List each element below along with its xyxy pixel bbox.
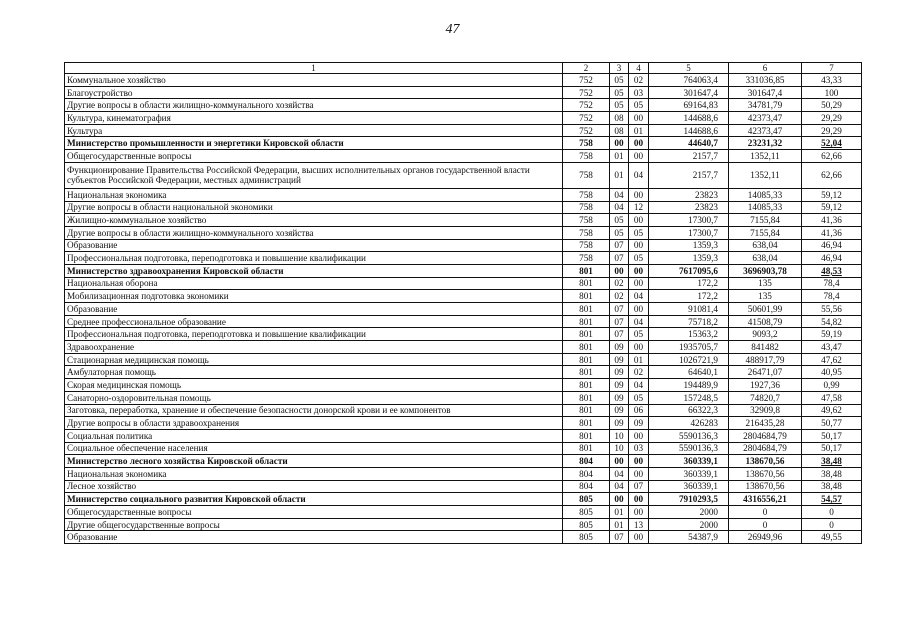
row-name-cell: Другие общегосударственные вопросы — [65, 518, 563, 531]
execution-percent-cell: 100 — [802, 86, 862, 99]
execution-percent-cell: 62,66 — [802, 150, 862, 163]
executed-amount-cell: 216435,28 — [729, 417, 802, 430]
planned-amount-cell: 23823 — [649, 201, 729, 214]
ministry-row — [65, 264, 862, 277]
row-name-cell: Лесное хозяйство — [65, 480, 563, 493]
table-row — [65, 86, 862, 99]
section-code-cell: 09 — [610, 379, 629, 392]
section-code-cell: 09 — [610, 404, 629, 417]
planned-amount-cell: 66322,3 — [649, 404, 729, 417]
execution-percent-cell: 46,94 — [802, 252, 862, 265]
table-row — [65, 518, 862, 531]
row-name-cell: Другие вопросы в области национальной экономики — [65, 201, 563, 214]
department-code-cell: 805 — [563, 506, 610, 519]
subsection-code-cell: 00 — [629, 150, 649, 163]
table-row — [65, 74, 862, 87]
execution-percent-cell: 38,48 — [802, 455, 862, 468]
header-cell: 6 — [729, 63, 802, 74]
planned-amount-cell: 69164,83 — [649, 99, 729, 112]
row-name-cell: Мобилизационная подготовка экономики — [65, 290, 563, 303]
row-name-cell: Социальная политика — [65, 429, 563, 442]
executed-amount-cell: 4316556,21 — [729, 493, 802, 506]
subsection-code-cell: 06 — [629, 404, 649, 417]
row-name-cell: Скорая медицинская помощь — [65, 379, 563, 392]
planned-amount-cell: 2000 — [649, 506, 729, 519]
table-row — [65, 162, 862, 188]
executed-amount-cell: 34781,79 — [729, 99, 802, 112]
row-name-cell: Культура, кинематография — [65, 112, 563, 125]
row-name-cell: Министерство социального развития Кировской области — [65, 493, 563, 506]
department-code-cell: 752 — [563, 112, 610, 125]
subsection-code-cell: 05 — [629, 226, 649, 239]
execution-percent-cell: 47,58 — [802, 391, 862, 404]
row-name-cell: Образование — [65, 531, 563, 544]
row-name-cell: Функционирование Правительства Российской Федерации, высших исполнительных органов государственной власти субъектов Российской Федерации, местных администраций — [65, 162, 563, 188]
planned-amount-cell: 17300,7 — [649, 214, 729, 227]
execution-percent-cell: 55,56 — [802, 303, 862, 316]
planned-amount-cell: 15363,2 — [649, 328, 729, 341]
executed-amount-cell: 0 — [729, 506, 802, 519]
planned-amount-cell: 157248,5 — [649, 391, 729, 404]
subsection-code-cell: 00 — [629, 239, 649, 252]
section-code-cell: 04 — [610, 480, 629, 493]
executed-amount-cell: 23231,32 — [729, 137, 802, 150]
table-row — [65, 467, 862, 480]
section-code-cell: 01 — [610, 150, 629, 163]
execution-percent-cell: 49,55 — [802, 531, 862, 544]
planned-amount-cell: 1026721,9 — [649, 353, 729, 366]
planned-amount-cell: 426283 — [649, 417, 729, 430]
header-cell: 3 — [610, 63, 629, 74]
subsection-code-cell: 00 — [629, 429, 649, 442]
execution-percent-cell: 49,62 — [802, 404, 862, 417]
execution-percent-cell: 59,19 — [802, 328, 862, 341]
executed-amount-cell: 7155,84 — [729, 214, 802, 227]
subsection-code-cell: 07 — [629, 480, 649, 493]
department-code-cell: 758 — [563, 162, 610, 188]
table-row — [65, 391, 862, 404]
subsection-code-cell: 04 — [629, 379, 649, 392]
table-row — [65, 252, 862, 265]
table-row — [65, 226, 862, 239]
table-row — [65, 429, 862, 442]
planned-amount-cell: 5590136,3 — [649, 429, 729, 442]
department-code-cell: 801 — [563, 353, 610, 366]
row-name-cell: Здравоохранение — [65, 341, 563, 354]
header-cell: 4 — [629, 63, 649, 74]
header-cell: 5 — [649, 63, 729, 74]
section-code-cell: 09 — [610, 341, 629, 354]
executed-amount-cell: 2804684,79 — [729, 442, 802, 455]
planned-amount-cell: 194489,9 — [649, 379, 729, 392]
row-name-cell: Образование — [65, 239, 563, 252]
section-code-cell: 07 — [610, 252, 629, 265]
department-code-cell: 758 — [563, 137, 610, 150]
executed-amount-cell: 42373,47 — [729, 112, 802, 125]
department-code-cell: 758 — [563, 214, 610, 227]
subsection-code-cell: 13 — [629, 518, 649, 531]
executed-amount-cell: 138670,56 — [729, 467, 802, 480]
planned-amount-cell: 144688,6 — [649, 112, 729, 125]
department-code-cell: 801 — [563, 442, 610, 455]
row-name-cell: Национальная оборона — [65, 277, 563, 290]
planned-amount-cell: 1359,3 — [649, 239, 729, 252]
budget-table — [64, 62, 862, 544]
department-code-cell: 752 — [563, 86, 610, 99]
row-name-cell: Коммунальное хозяйство — [65, 74, 563, 87]
section-code-cell: 05 — [610, 86, 629, 99]
row-name-cell: Другие вопросы в области здравоохранения — [65, 417, 563, 430]
row-name-cell: Стационарная медицинская помощь — [65, 353, 563, 366]
department-code-cell: 805 — [563, 531, 610, 544]
planned-amount-cell: 44640,7 — [649, 137, 729, 150]
planned-amount-cell: 7617095,6 — [649, 264, 729, 277]
subsection-code-cell: 00 — [629, 467, 649, 480]
execution-percent-cell: 41,36 — [802, 214, 862, 227]
execution-percent-cell: 0,99 — [802, 379, 862, 392]
section-code-cell: 05 — [610, 214, 629, 227]
planned-amount-cell: 301647,4 — [649, 86, 729, 99]
executed-amount-cell: 638,04 — [729, 252, 802, 265]
department-code-cell: 805 — [563, 518, 610, 531]
executed-amount-cell: 135 — [729, 290, 802, 303]
subsection-code-cell: 00 — [629, 531, 649, 544]
subsection-code-cell: 00 — [629, 506, 649, 519]
row-name-cell: Санаторно-оздоровительная помощь — [65, 391, 563, 404]
section-code-cell: 00 — [610, 264, 629, 277]
section-code-cell: 07 — [610, 328, 629, 341]
planned-amount-cell: 360339,1 — [649, 480, 729, 493]
section-code-cell: 05 — [610, 99, 629, 112]
row-name-cell: Национальная экономика — [65, 188, 563, 201]
department-code-cell: 801 — [563, 264, 610, 277]
executed-amount-cell: 138670,56 — [729, 455, 802, 468]
table-row — [65, 341, 862, 354]
header-row — [65, 63, 862, 74]
execution-percent-cell: 29,29 — [802, 112, 862, 125]
execution-percent-cell: 43,47 — [802, 341, 862, 354]
subsection-code-cell: 00 — [629, 303, 649, 316]
section-code-cell: 04 — [610, 467, 629, 480]
table-row — [65, 214, 862, 227]
department-code-cell: 758 — [563, 252, 610, 265]
planned-amount-cell: 172,2 — [649, 277, 729, 290]
planned-amount-cell: 172,2 — [649, 290, 729, 303]
subsection-code-cell: 05 — [629, 252, 649, 265]
execution-percent-cell: 43,33 — [802, 74, 862, 87]
table-row — [65, 531, 862, 544]
executed-amount-cell: 488917,79 — [729, 353, 802, 366]
section-code-cell: 10 — [610, 442, 629, 455]
planned-amount-cell: 360339,1 — [649, 467, 729, 480]
table-row — [65, 201, 862, 214]
section-code-cell: 01 — [610, 506, 629, 519]
executed-amount-cell: 841482 — [729, 341, 802, 354]
row-name-cell: Благоустройство — [65, 86, 563, 99]
row-name-cell: Профессиональная подготовка, переподготовка и повышение квалификации — [65, 328, 563, 341]
execution-percent-cell: 29,29 — [802, 124, 862, 137]
subsection-code-cell: 09 — [629, 417, 649, 430]
table-row — [65, 328, 862, 341]
row-name-cell: Национальная экономика — [65, 467, 563, 480]
section-code-cell: 00 — [610, 493, 629, 506]
executed-amount-cell: 1927,36 — [729, 379, 802, 392]
row-name-cell: Культура — [65, 124, 563, 137]
row-name-cell: Другие вопросы в области жилищно-коммунального хозяйства — [65, 226, 563, 239]
table-row — [65, 112, 862, 125]
department-code-cell: 758 — [563, 239, 610, 252]
planned-amount-cell: 7910293,5 — [649, 493, 729, 506]
department-code-cell: 801 — [563, 315, 610, 328]
executed-amount-cell: 301647,4 — [729, 86, 802, 99]
department-code-cell: 758 — [563, 201, 610, 214]
department-code-cell: 752 — [563, 99, 610, 112]
ministry-row — [65, 493, 862, 506]
execution-percent-cell: 47,62 — [802, 353, 862, 366]
table-row — [65, 290, 862, 303]
table-row — [65, 315, 862, 328]
executed-amount-cell: 26471,07 — [729, 366, 802, 379]
row-name-cell: Среднее профессиональное образование — [65, 315, 563, 328]
executed-amount-cell: 3696903,78 — [729, 264, 802, 277]
row-name-cell: Другие вопросы в области жилищно-коммунального хозяйства — [65, 99, 563, 112]
executed-amount-cell: 42373,47 — [729, 124, 802, 137]
row-name-cell: Министерство здравоохранения Кировской области — [65, 264, 563, 277]
section-code-cell: 00 — [610, 137, 629, 150]
department-code-cell: 801 — [563, 366, 610, 379]
subsection-code-cell: 04 — [629, 315, 649, 328]
executed-amount-cell: 41508,79 — [729, 315, 802, 328]
subsection-code-cell: 02 — [629, 74, 649, 87]
subsection-code-cell: 00 — [629, 188, 649, 201]
planned-amount-cell: 764063,4 — [649, 74, 729, 87]
execution-percent-cell: 59,12 — [802, 201, 862, 214]
table-row — [65, 506, 862, 519]
section-code-cell: 04 — [610, 201, 629, 214]
subsection-code-cell: 01 — [629, 353, 649, 366]
subsection-code-cell: 00 — [629, 214, 649, 227]
row-name-cell: Амбулаторная помощь — [65, 366, 563, 379]
table-row — [65, 480, 862, 493]
department-code-cell: 801 — [563, 404, 610, 417]
table-row — [65, 239, 862, 252]
execution-percent-cell: 54,82 — [802, 315, 862, 328]
row-name-cell: Социальное обеспечение населения — [65, 442, 563, 455]
section-code-cell: 01 — [610, 162, 629, 188]
planned-amount-cell: 64640,1 — [649, 366, 729, 379]
row-name-cell: Заготовка, переработка, хранение и обеспечение безопасности донорской крови и ее компонентов — [65, 404, 563, 417]
department-code-cell: 801 — [563, 429, 610, 442]
header-cell: 7 — [802, 63, 862, 74]
section-code-cell: 04 — [610, 188, 629, 201]
header-cell: 1 — [65, 63, 563, 74]
executed-amount-cell: 1352,11 — [729, 162, 802, 188]
row-name-cell: Министерство лесного хозяйства Кировской области — [65, 455, 563, 468]
section-code-cell: 08 — [610, 112, 629, 125]
planned-amount-cell: 2000 — [649, 518, 729, 531]
subsection-code-cell: 00 — [629, 341, 649, 354]
ministry-row — [65, 137, 862, 150]
executed-amount-cell: 9093,2 — [729, 328, 802, 341]
subsection-code-cell: 05 — [629, 328, 649, 341]
subsection-code-cell: 00 — [629, 455, 649, 468]
table-row — [65, 124, 862, 137]
section-code-cell: 02 — [610, 290, 629, 303]
section-code-cell: 09 — [610, 353, 629, 366]
department-code-cell: 752 — [563, 124, 610, 137]
table-row — [65, 379, 862, 392]
section-code-cell: 09 — [610, 366, 629, 379]
executed-amount-cell: 32909,8 — [729, 404, 802, 417]
executed-amount-cell: 638,04 — [729, 239, 802, 252]
subsection-code-cell: 03 — [629, 442, 649, 455]
section-code-cell: 07 — [610, 315, 629, 328]
planned-amount-cell: 360339,1 — [649, 455, 729, 468]
department-code-cell: 801 — [563, 328, 610, 341]
execution-percent-cell: 59,12 — [802, 188, 862, 201]
row-name-cell: Министерство промышленности и энергетики Кировской области — [65, 137, 563, 150]
execution-percent-cell: 78,4 — [802, 290, 862, 303]
planned-amount-cell: 2157,7 — [649, 150, 729, 163]
section-code-cell: 02 — [610, 277, 629, 290]
execution-percent-cell: 62,66 — [802, 162, 862, 188]
executed-amount-cell: 2804684,79 — [729, 429, 802, 442]
section-code-cell: 07 — [610, 531, 629, 544]
department-code-cell: 801 — [563, 277, 610, 290]
execution-percent-cell: 46,94 — [802, 239, 862, 252]
department-code-cell: 804 — [563, 467, 610, 480]
planned-amount-cell: 23823 — [649, 188, 729, 201]
subsection-code-cell: 00 — [629, 493, 649, 506]
section-code-cell: 05 — [610, 74, 629, 87]
executed-amount-cell: 7155,84 — [729, 226, 802, 239]
subsection-code-cell: 03 — [629, 86, 649, 99]
department-code-cell: 758 — [563, 188, 610, 201]
planned-amount-cell: 2157,7 — [649, 162, 729, 188]
subsection-code-cell: 04 — [629, 162, 649, 188]
planned-amount-cell: 1359,3 — [649, 252, 729, 265]
table-row — [65, 442, 862, 455]
subsection-code-cell: 02 — [629, 366, 649, 379]
department-code-cell: 801 — [563, 303, 610, 316]
section-code-cell: 09 — [610, 417, 629, 430]
department-code-cell: 758 — [563, 226, 610, 239]
planned-amount-cell: 54387,9 — [649, 531, 729, 544]
section-code-cell: 01 — [610, 518, 629, 531]
department-code-cell: 805 — [563, 493, 610, 506]
execution-percent-cell: 48,53 — [802, 264, 862, 277]
execution-percent-cell: 54,57 — [802, 493, 862, 506]
row-name-cell: Образование — [65, 303, 563, 316]
subsection-code-cell: 05 — [629, 99, 649, 112]
executed-amount-cell: 0 — [729, 518, 802, 531]
execution-percent-cell: 50,17 — [802, 429, 862, 442]
ministry-row — [65, 455, 862, 468]
executed-amount-cell: 26949,96 — [729, 531, 802, 544]
execution-percent-cell: 50,17 — [802, 442, 862, 455]
executed-amount-cell: 14085,33 — [729, 201, 802, 214]
row-name-cell: Профессиональная подготовка, переподготовка и повышение квалификации — [65, 252, 563, 265]
table-row — [65, 277, 862, 290]
planned-amount-cell: 17300,7 — [649, 226, 729, 239]
row-name-cell: Общегосударственные вопросы — [65, 506, 563, 519]
section-code-cell: 09 — [610, 391, 629, 404]
execution-percent-cell: 40,95 — [802, 366, 862, 379]
subsection-code-cell: 12 — [629, 201, 649, 214]
subsection-code-cell: 00 — [629, 137, 649, 150]
section-code-cell: 08 — [610, 124, 629, 137]
planned-amount-cell: 75718,2 — [649, 315, 729, 328]
table-row — [65, 188, 862, 201]
table-row — [65, 99, 862, 112]
section-code-cell: 07 — [610, 239, 629, 252]
section-code-cell: 10 — [610, 429, 629, 442]
executed-amount-cell: 138670,56 — [729, 480, 802, 493]
department-code-cell: 752 — [563, 74, 610, 87]
subsection-code-cell: 05 — [629, 391, 649, 404]
executed-amount-cell: 74820,7 — [729, 391, 802, 404]
department-code-cell: 801 — [563, 341, 610, 354]
subsection-code-cell: 04 — [629, 290, 649, 303]
subsection-code-cell: 01 — [629, 124, 649, 137]
table-row — [65, 150, 862, 163]
table-row — [65, 366, 862, 379]
department-code-cell: 801 — [563, 379, 610, 392]
section-code-cell: 05 — [610, 226, 629, 239]
department-code-cell: 801 — [563, 417, 610, 430]
section-code-cell: 07 — [610, 303, 629, 316]
planned-amount-cell: 144688,6 — [649, 124, 729, 137]
execution-percent-cell: 0 — [802, 518, 862, 531]
table-row — [65, 404, 862, 417]
execution-percent-cell: 50,77 — [802, 417, 862, 430]
executed-amount-cell: 14085,33 — [729, 188, 802, 201]
executed-amount-cell: 1352,11 — [729, 150, 802, 163]
table-row — [65, 303, 862, 316]
executed-amount-cell: 331036,85 — [729, 74, 802, 87]
executed-amount-cell: 135 — [729, 277, 802, 290]
table-row — [65, 417, 862, 430]
subsection-code-cell: 00 — [629, 112, 649, 125]
execution-percent-cell: 78,4 — [802, 277, 862, 290]
header-cell: 2 — [563, 63, 610, 74]
department-code-cell: 801 — [563, 391, 610, 404]
execution-percent-cell: 38,48 — [802, 467, 862, 480]
department-code-cell: 758 — [563, 150, 610, 163]
execution-percent-cell: 0 — [802, 506, 862, 519]
planned-amount-cell: 91081,4 — [649, 303, 729, 316]
page-number: 47 — [445, 22, 460, 37]
row-name-cell: Общегосударственные вопросы — [65, 150, 563, 163]
execution-percent-cell: 38,48 — [802, 480, 862, 493]
execution-percent-cell: 50,29 — [802, 99, 862, 112]
department-code-cell: 804 — [563, 480, 610, 493]
table-row — [65, 353, 862, 366]
subsection-code-cell: 00 — [629, 264, 649, 277]
execution-percent-cell: 41,36 — [802, 226, 862, 239]
row-name-cell: Жилищно-коммунальное хозяйство — [65, 214, 563, 227]
department-code-cell: 804 — [563, 455, 610, 468]
subsection-code-cell: 00 — [629, 277, 649, 290]
section-code-cell: 00 — [610, 455, 629, 468]
execution-percent-cell: 52,04 — [802, 137, 862, 150]
planned-amount-cell: 1935705,7 — [649, 341, 729, 354]
executed-amount-cell: 50601,99 — [729, 303, 802, 316]
planned-amount-cell: 5590136,3 — [649, 442, 729, 455]
department-code-cell: 801 — [563, 290, 610, 303]
